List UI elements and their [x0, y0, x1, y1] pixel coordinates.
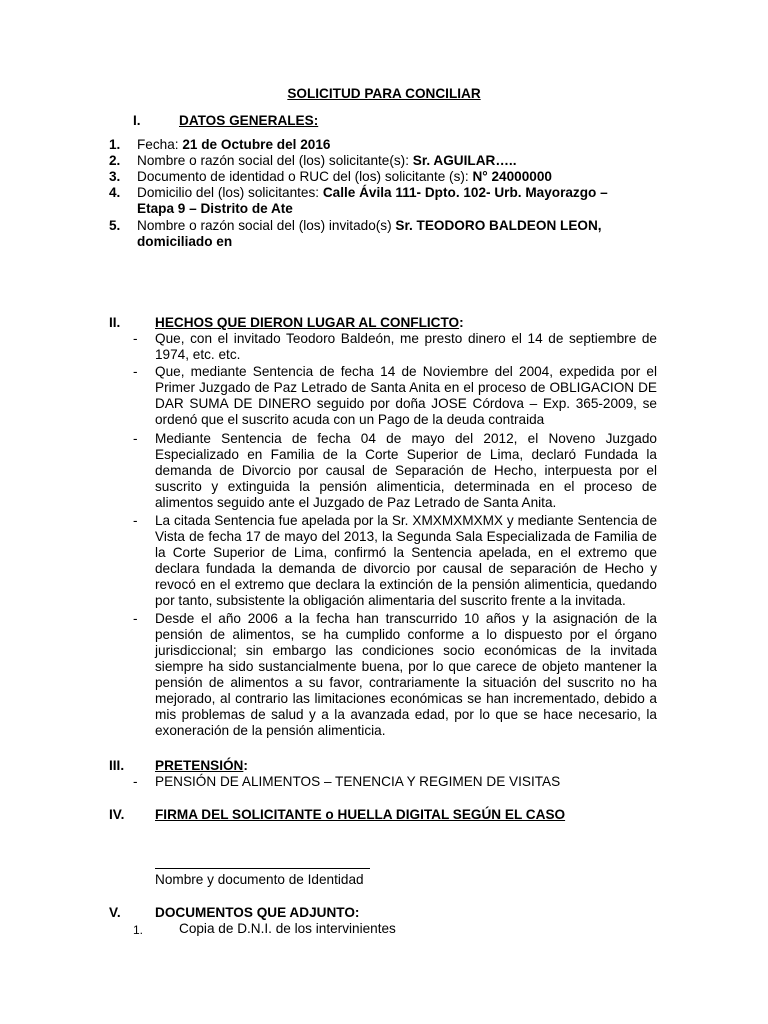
item-2-value: Sr. AGUILAR…..	[412, 153, 517, 168]
bullet-dash: -	[133, 774, 138, 789]
section-2-heading: HECHOS QUE DIERON LUGAR AL CONFLICTO	[155, 315, 460, 330]
item-1-number: 1.	[109, 137, 121, 152]
section-3-heading-wrap	[155, 758, 248, 774]
item-4-label: Domicilio del (los) solicitantes:	[137, 185, 323, 200]
fact-4: La citada Sentencia fue apelada por la Sr. XMXMXMXMX y mediante Sentencia de Vista de fecha 17 de mayo del 2013, la Segunda Sala Especializada de Familia de la Corte Superior de Lima, confirmó la Sentencia apelada, en el extremo que declara fundada la demanda de divorcio por causal de separación de Hecho y revocó en el extremo que declara la extinción de la pensión alimenticia, quedando por tanto, subsistente la obligación alimentaria del suscrito frente a la invitada.	[155, 513, 657, 608]
bullet-dash: -	[133, 431, 138, 446]
section-4-heading: FIRMA DEL SOLICITANTE o HUELLA DIGITAL SEGÚN EL CASO	[155, 807, 566, 822]
fact-1: Que, con el invitado Teodoro Baldeón, me presto dinero el 14 de septiembre de 1974, etc. etc.	[155, 331, 657, 362]
section-2-colon: :	[459, 315, 464, 330]
section-3-number: III.	[109, 758, 125, 773]
item-4-number: 4.	[109, 185, 121, 200]
document-item-text: Copia de D.N.I. de los intervinientes	[179, 921, 396, 936]
section-3-colon: :	[243, 758, 248, 773]
item-3-number: 3.	[109, 169, 121, 184]
signature-caption: Nombre y documento de Identidad	[155, 872, 364, 887]
item-3-text	[137, 169, 657, 185]
item-3-label: Documento de identidad o RUC del (los) solicitante (s):	[137, 169, 473, 184]
pretension-item: PENSIÓN DE ALIMENTOS – TENENCIA Y REGIMEN DE VISITAS	[155, 774, 561, 789]
item-5-number: 5.	[109, 218, 121, 233]
section-2-heading-wrap	[155, 315, 464, 331]
signature-line	[155, 868, 370, 869]
section-2-number: II.	[109, 315, 121, 330]
section-5-heading: DOCUMENTOS QUE ADJUNTO:	[155, 905, 360, 920]
section-3-heading: PRETENSIÓN	[155, 758, 244, 773]
section-4-number: IV.	[109, 807, 125, 822]
item-5-value: Sr. TEODORO BALDEON LEON, domiciliado en	[137, 218, 602, 249]
item-1-text	[137, 137, 657, 153]
item-5-text	[137, 218, 657, 250]
bullet-dash: -	[133, 611, 138, 626]
section-5-number: V.	[109, 905, 121, 920]
item-4-value: Calle Ávila 111- Dpto. 102- Urb. Mayorazgo – Etapa 9 – Distrito de Ate	[137, 185, 608, 216]
bullet-dash: -	[133, 513, 138, 528]
item-3-value: N° 24000000	[472, 169, 552, 184]
item-1-label: Fecha:	[137, 137, 183, 152]
bullet-dash: -	[133, 331, 138, 346]
item-1-value: 21 de Octubre del 2016	[182, 137, 331, 152]
document-title: SOLICITUD PARA CONCILIAR	[287, 86, 481, 101]
item-4-text	[137, 185, 647, 217]
section-1-heading: DATOS GENERALES:	[179, 113, 319, 128]
document-item-number: 1.	[133, 923, 144, 937]
fact-5: Desde el año 2006 a la fecha han transcurrido 10 años y la asignación de la pensión de alimentos, se ha cumplido conforme a lo dispuesto por el órgano jurisdiccional; sin embargo las condiciones socio económicas de la invitada siempre ha sido sustancialmente buena, por lo que carece de objeto mantener la pensión de alimentos a su favor, contrariamente la situación del suscrito no ha mejorado, al contrario las limitaciones económicas se han incrementado, debido a mis problemas de salud y a la avanzada edad, por lo que se hace necesario, la exoneración de la pensión alimenticia.	[155, 611, 657, 738]
item-5-label: Nombre o razón social del (los) invitado(s)	[137, 218, 396, 233]
item-2-label: Nombre o razón social del (los) solicitante(s):	[137, 153, 413, 168]
fact-3: Mediante Sentencia de fecha 04 de mayo del 2012, el Noveno Juzgado Especializado en Familia de la Corte Superior de Lima, declaró Fundada la demanda de Divorcio por causal de Separación de Hecho, interpuesta por el suscrito y extinguida la pensión alimenticia, determinada en el proceso de alimentos seguido ante el Juzgado de Paz Letrado de Santa Anita.	[155, 431, 657, 510]
bullet-dash: -	[133, 364, 138, 379]
item-2-number: 2.	[109, 153, 121, 168]
item-2-text	[137, 153, 657, 169]
fact-2: Que, mediante Sentencia de fecha 14 de Noviembre del 2004, expedida por el Primer Juzgado de Paz Letrado de Santa Anita en el proceso de OBLIGACION DE DAR SUMA DE DINERO seguido por doña JOSE Córdova – Exp. 365-2009, se ordenó que el suscrito acuda con un Pago de la deuda contraida	[155, 364, 657, 427]
section-1-number: I.	[133, 113, 141, 128]
